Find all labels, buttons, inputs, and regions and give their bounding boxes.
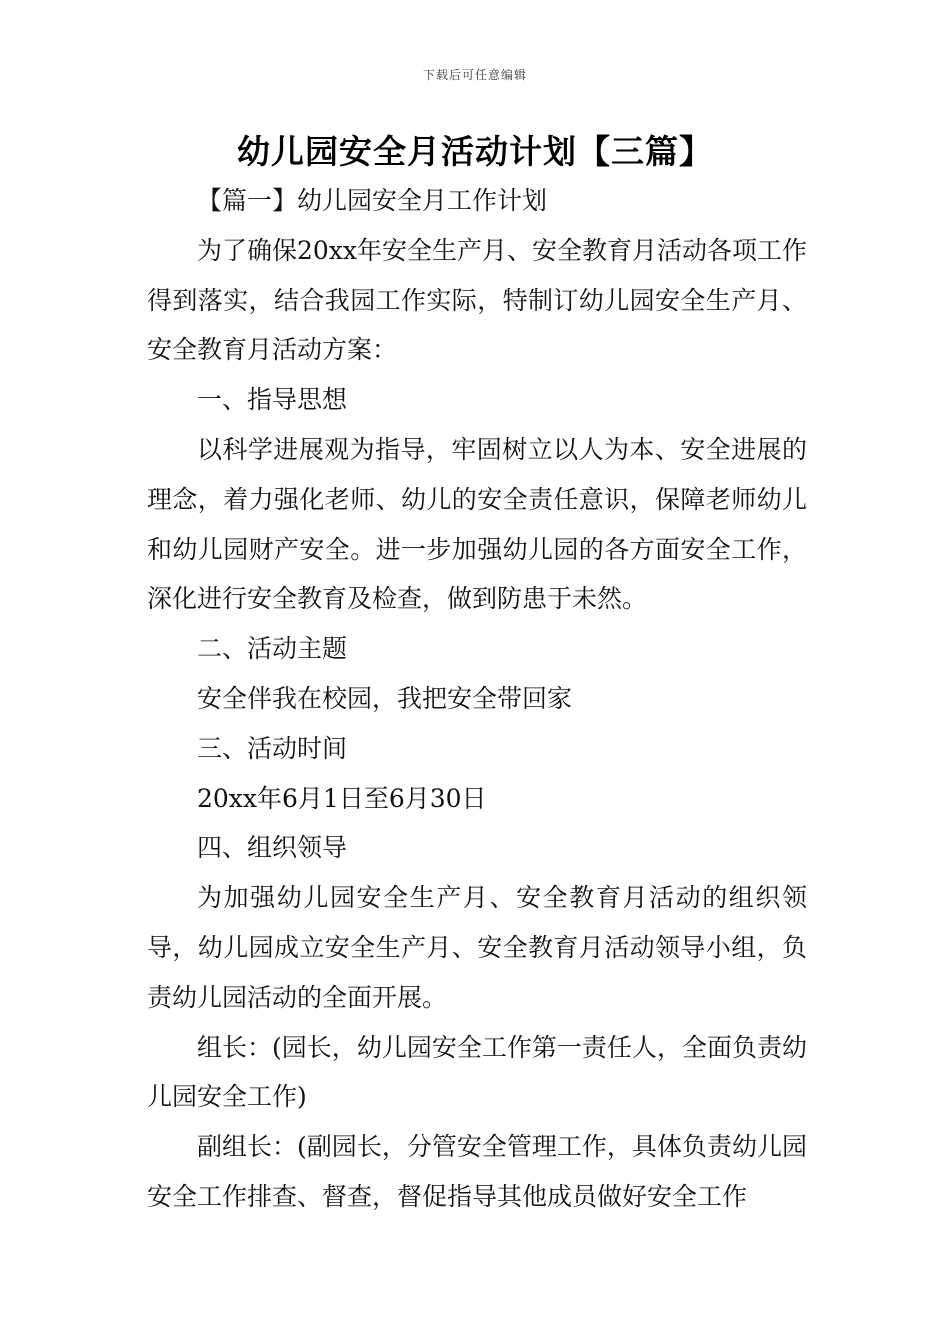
paragraph-intro: 为了确保20xx年安全生产月、安全教育月活动各项工作得到落实，结合我园工作实际，特制订幼儿园安全生产月、安全教育月活动方案： — [147, 235, 808, 365]
section-heading-guiding-thought: 一、指导思想 — [197, 385, 348, 415]
paragraph-theme: 安全伴我在校园，我把安全带回家 — [197, 683, 573, 713]
section-heading-part-one: 【篇一】幼儿园安全月工作计划 — [197, 186, 548, 215]
page-title: 幼儿园安全月活动计划【三篇】 — [237, 132, 713, 171]
paragraph-group-leader: 组长：(园长，幼儿园安全工作第一责任人，全面负责幼儿园安全工作) — [147, 1032, 807, 1112]
paragraph-leadership: 为加强幼儿园安全生产月、安全教育月活动的组织领导，幼儿园成立安全生产月、安全教育月活动领导小组，负责幼儿园活动的全面开展。 — [147, 883, 807, 1012]
paragraph-guiding-thought: 以科学进展观为指导，牢固树立以人为本、安全进展的理念，着力强化老师、幼儿的安全责任意识，保障老师幼儿和幼儿园财产安全。进一步加强幼儿园的各方面安全工作，深化进行安全教育及检查，做到防患于未然。 — [147, 434, 807, 614]
paragraph-deputy-leader: 副组长：(副园长，分管安全管理工作，具体负责幼儿园安全工作排查、督查，督促指导其他成员做好安全工作 — [147, 1132, 807, 1211]
header-note: 下载后可任意编辑 — [422, 68, 527, 82]
document-body — [147, 176, 807, 1222]
section-heading-time: 三、活动时间 — [197, 733, 348, 763]
paragraph-time: 20xx年6月1日至6月30日 — [197, 783, 487, 813]
section-heading-leadership: 四、组织领导 — [197, 833, 348, 863]
section-heading-theme: 二、活动主题 — [197, 634, 348, 664]
